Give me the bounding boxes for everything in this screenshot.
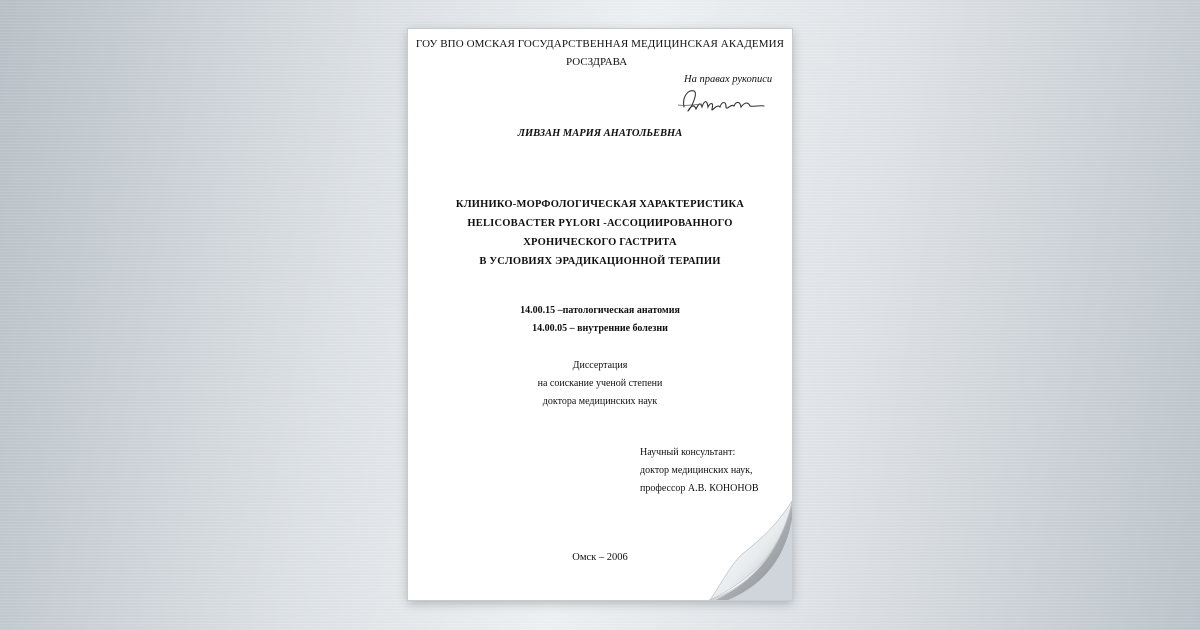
degree-line: на соискание ученой степени <box>537 378 663 389</box>
consultant-line: профессор А.В. КОНОНОВ <box>640 483 759 494</box>
manuscript-rights-label: На правах рукописи <box>684 74 773 85</box>
city-year: Омск – 2006 <box>572 552 628 563</box>
dissertation-title-line: КЛИНИКО-МОРФОЛОГИЧЕСКАЯ ХАРАКТЕРИСТИКА <box>455 199 745 210</box>
organization-line-1: ГОУ ВПО ОМСКАЯ ГОСУДАРСТВЕННАЯ МЕДИЦИНСКАЯ АКАДЕМИЯ <box>415 38 785 50</box>
signature-icon <box>674 85 778 115</box>
consultant-line: доктор медицинских наук, <box>640 465 753 476</box>
dissertation-title-line: ХРОНИЧЕСКОГО ГАСТРИТА <box>523 237 677 248</box>
consultant-line: Научный консультант: <box>640 447 736 458</box>
degree-line: доктора медицинских наук <box>542 396 658 407</box>
organization-line-2: РОСЗДРАВА <box>566 56 628 68</box>
specialty-code: 14.00.05 – внутренние болезни <box>532 323 668 334</box>
specialty-code: 14.00.15 –патологическая анатомия <box>520 305 680 316</box>
page-curl-icon <box>688 479 792 600</box>
author-name: ЛИВЗАН МАРИЯ АНАТОЛЬЕВНА <box>517 128 683 139</box>
document-page <box>408 29 792 600</box>
dissertation-title-line: В УСЛОВИЯХ ЭРАДИКАЦИОННОЙ ТЕРАПИИ <box>479 256 721 267</box>
dissertation-title-line: HELICOBACTER PYLORI -АССОЦИИРОВАННОГО <box>467 218 733 229</box>
degree-line: Диссертация <box>572 360 628 371</box>
